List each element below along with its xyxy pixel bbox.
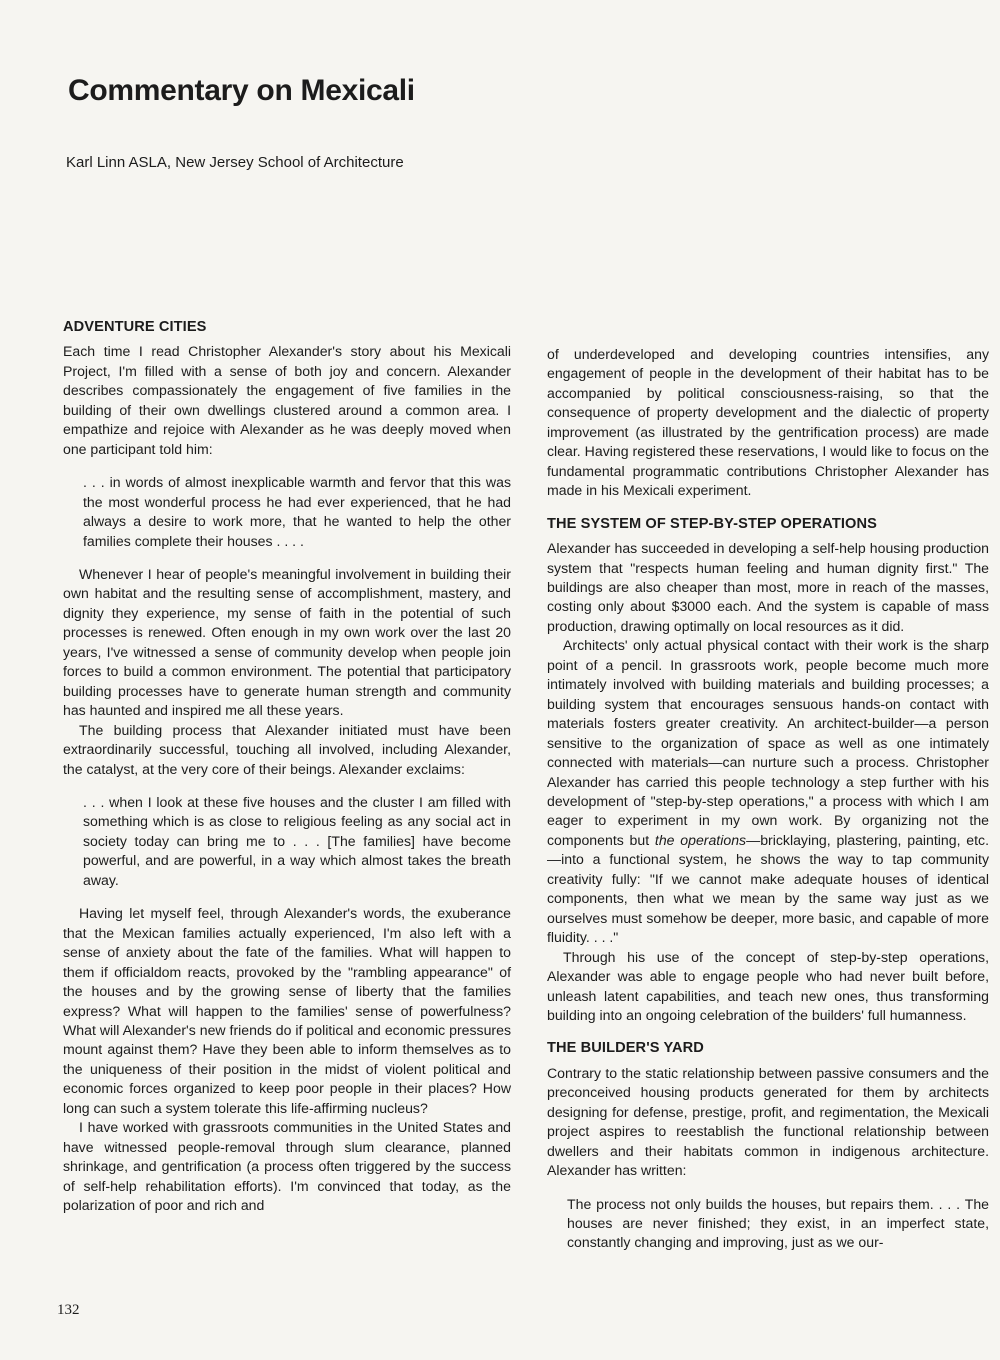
paragraph: Alexander has succeeded in developing a self-help housing production system that "respects human feeling and human dignity first." The buildings are also cheaper than most, more in reach of the masses, costing only about $3000 each. And the system is capable of mass production, drawing optimally on local resources as it did. [547, 540, 989, 634]
paragraph: The building process that Alexander initiated must have been extraordinarily successful, touching all involved, including Alexander, the catalyst, at the very core of their beings. Alexander exclaims: [63, 721, 511, 777]
block-quote: . . . in words of almost inexplicable warmth and fervor that this was the most wonderful process he had ever experienced, that he had always a desire to work more, that he wanted to help the other families complete their houses . . . . [83, 474, 511, 549]
paragraph-text: Architects' only actual physical contact with their work is the sharp point of a pencil. In grassroots work, people become much more intimately involved with building materials and building processes; a building system that encourages sensuous hands-on contact with materials fosters greater creativity. An architect-builder—a person sensitive to the organization of space as well as one intimately connected with materials—can nurture such a process. Christopher Alexander has carried this people technology a step further with his development of "step-by-step operations," a process with which I am eager to experiment in my own work. By organizing not the components but [547, 637, 989, 848]
paragraph: Through his use of the concept of step-by-step operations, Alexander was able to engage people who had never built before, unleash latent capabilities, and teach new ones, thus transforming building into an ongoing celebration of the builders' full humanness. [547, 948, 989, 1023]
paragraph: Contrary to the static relationship between passive consumers and the preconceived housing products generated for them by architects designing for defense, prestige, profit, and regimentation, the Mexicali project aspires to reestablish the functional relationship between dwellers and their habitats common in indigenous architecture. Alexander has written: [547, 1064, 989, 1179]
paragraph [547, 636, 989, 947]
paragraph: I have worked with grassroots communities in the United States and have witnessed people-removal through slum clearance, planned shrinkage, and gentrification (a process often triggered by the success of self-help rehabilitation efforts). I'm convinced that today, as the polarization of poor and rich and [63, 1119, 511, 1214]
emphasis-text: the operations [654, 831, 747, 848]
author-line: Karl Linn ASLA, New Jersey School of Architecture [66, 154, 404, 171]
section-heading-builders-yard: THE BUILDER'S YARD [547, 1040, 704, 1057]
paragraph: of underdeveloped and developing countries intensifies, any engagement of people in the development of their habitat has to be accompanied by political consciousness-raising, so that the consequence of property development and the dialectic of property improvement (as illustrated by the gentrification process) are made clear. Having registered these reservations, I would like to focus on the fundamental programmatic contributions Christopher Alexander has made in his Mexicali experiment. [547, 346, 989, 499]
section-heading-step-by-step: THE SYSTEM OF STEP-BY-STEP OPERATIONS [547, 515, 877, 532]
block-quote: . . . when I look at these five houses and the cluster I am filled with something which is as close to religious feeling as any social act in society today can bring me to . . . [The families] have become powerful, and are powerful, in a way which almost takes the breath away. [83, 793, 511, 888]
block-quote: The process not only builds the houses, but repairs them. . . . The houses are never finished; they exist, in an imperfect state, constantly changing and improving, just as we our- [567, 1195, 989, 1251]
paragraph: Whenever I hear of people's meaningful involvement in building their own habitat and the resulting sense of accomplishment, mastery, and dignity they experience, my sense of faith in the potential of such processes is renewed. Often enough in my own work over the last 20 years, I've witnessed a sense of community develop when people join forces to build a common environment. The potential that participatory building processes have to generate human strength and community has haunted and inspired me all these years. [63, 565, 511, 719]
page-number: 132 [57, 1302, 80, 1318]
article-title: Commentary on Mexicali [68, 74, 415, 107]
right-column [547, 345, 989, 1267]
paragraph: Having let myself feel, through Alexander's words, the exuberance that the Mexican families actually experienced, I'm also left with a sense of anxiety about the fate of the families. What will happen to them if officialdom reacts, provoked by the "rambling appearance" of the houses and by the growing sense of liberty that the families express? What will happen to the families' sense of powerfulness? What will Alexander's new friends do if political and economic pressures mount against them? Have they been able to inform themselves as to the uniqueness of their position in the midst of violent political and economic forces organized to keep poor people in their places? How long can such a system tolerate this life-affirming nucleus? [63, 905, 511, 1116]
paragraph: Each time I read Christopher Alexander's story about his Mexicali Project, I'm filled with a sense of both joy and concern. Alexander describes compassionately the engagement of five families in the building of their own dwellings clustered around a common area. I empathize and rejoice with Alexander as he was deeply moved when one participant told him: [63, 343, 511, 457]
paragraph-text: —bricklaying, plastering, painting, etc.—into a functional system, he shows the way to tap community creativity fully: "If we cannot make adequate houses of identical components, then what we mean by the same way just as we ourselves must somehow be deeper, more basic, and capable of more fluidity. . . ." [547, 831, 990, 946]
left-column [63, 318, 511, 1215]
section-heading-adventure-cities: ADVENTURE CITIES [63, 319, 207, 335]
